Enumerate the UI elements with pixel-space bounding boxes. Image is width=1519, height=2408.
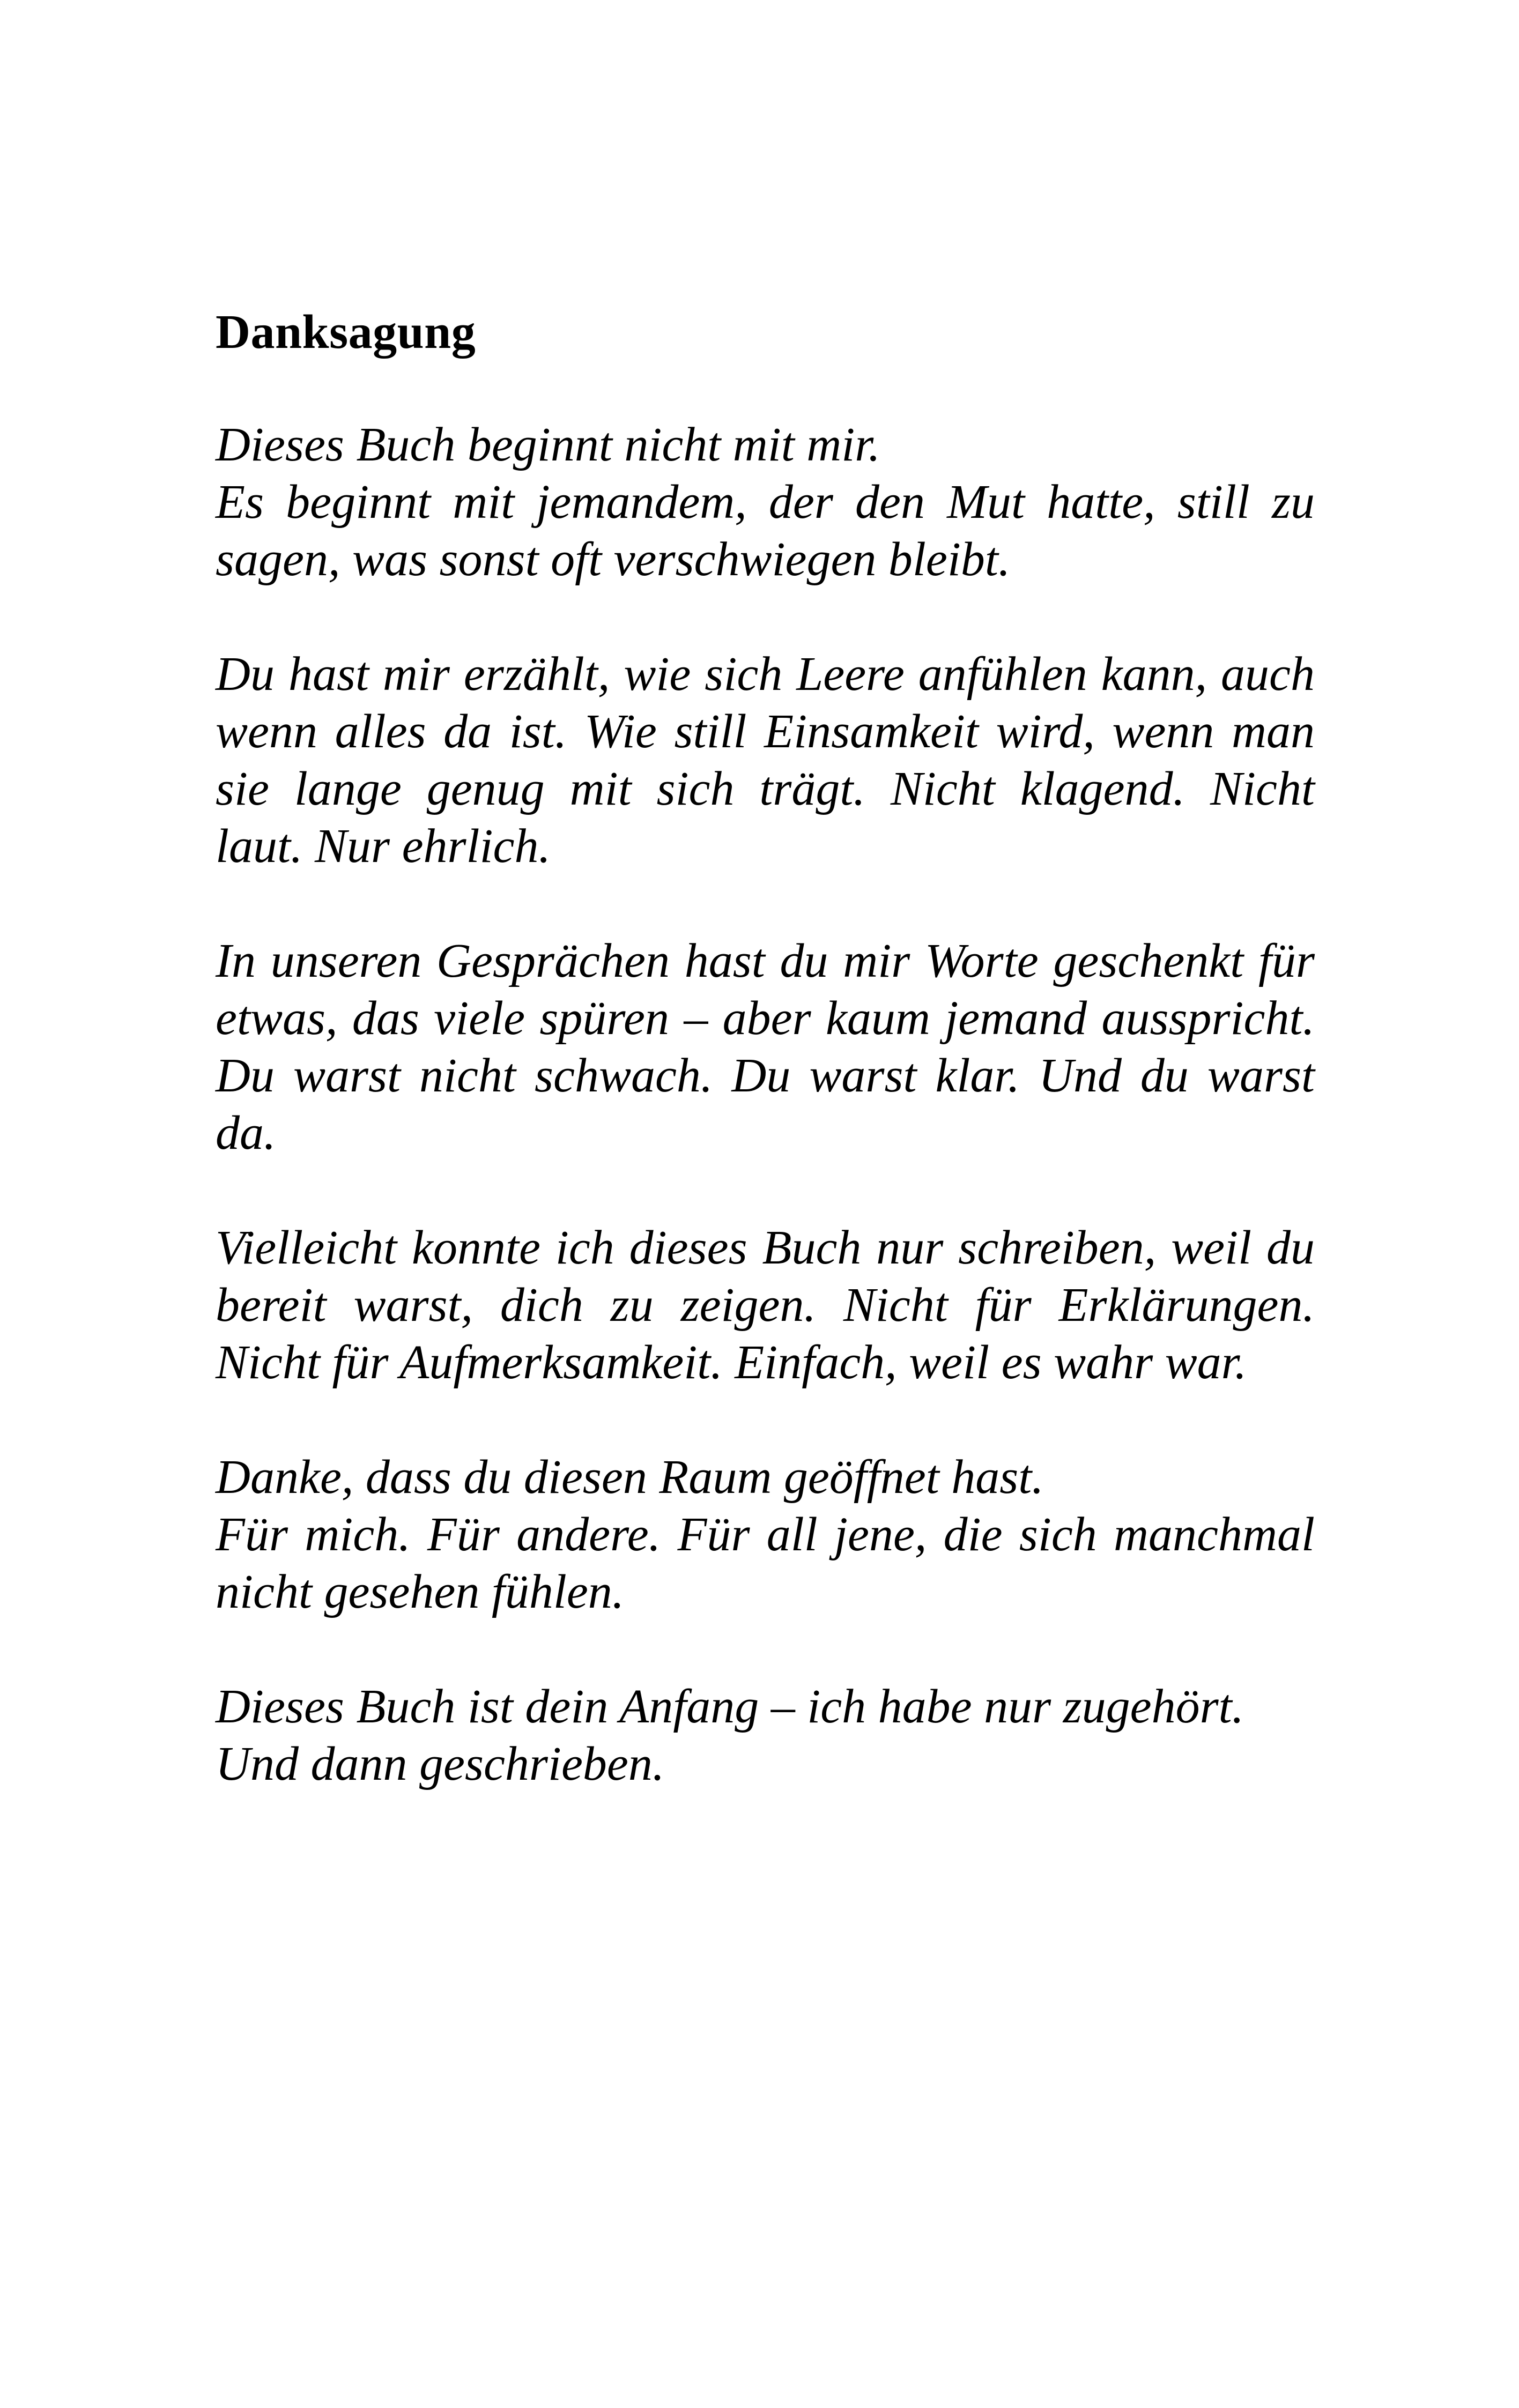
text-line: Vielleicht konnte ich dieses Buch nur schreiben, weil du xyxy=(216,1221,1315,1274)
text-line: Nicht für Aufmerksamkeit. Einfach, weil es wahr war. xyxy=(216,1336,1247,1389)
paragraph xyxy=(216,1219,1315,1391)
text-line: Danke, dass du diesen Raum geöffnet hast. xyxy=(216,1451,1044,1504)
text-line: bereit warst, dich zu zeigen. Nicht für Erklärungen. xyxy=(216,1279,1315,1332)
text-block xyxy=(216,300,1315,1850)
text-line: Für mich. Für andere. Für all jene, die sich manchmal xyxy=(216,1508,1315,1561)
text-line: sagen, was sonst oft verschwiegen bleibt. xyxy=(216,533,1011,586)
text-line: sie lange genug mit sich trägt. Nicht klagend. Nicht xyxy=(216,762,1315,815)
text-line: Dieses Buch beginnt nicht mit mir. xyxy=(216,418,880,471)
paragraph xyxy=(216,645,1315,875)
paragraph-list xyxy=(216,416,1315,1793)
text-line: laut. Nur ehrlich. xyxy=(216,820,551,873)
text-line: Du warst nicht schwach. Du warst klar. Und du warst xyxy=(216,1049,1315,1102)
text-line: Dieses Buch ist dein Anfang – ich habe nur zugehört. xyxy=(216,1680,1244,1733)
paragraph xyxy=(216,1448,1315,1621)
page-title: Danksagung xyxy=(216,306,476,359)
paragraph xyxy=(216,1678,1315,1793)
text-line: nicht gesehen fühlen. xyxy=(216,1565,625,1618)
text-line: etwas, das viele spüren – aber kaum jemand ausspricht. xyxy=(216,992,1315,1045)
text-line: da. xyxy=(216,1106,276,1160)
text-line: Und dann geschrieben. xyxy=(216,1737,665,1790)
paragraph xyxy=(216,932,1315,1162)
paragraph xyxy=(216,416,1315,588)
text-line: Es beginnt mit jemandem, der den Mut hatte, still zu xyxy=(216,475,1315,529)
text-line: In unseren Gesprächen hast du mir Worte geschenkt für xyxy=(216,934,1315,987)
text-line: Du hast mir erzählt, wie sich Leere anfühlen kann, auch xyxy=(216,648,1315,701)
text-line: wenn alles da ist. Wie still Einsamkeit wird, wenn man xyxy=(216,705,1315,758)
